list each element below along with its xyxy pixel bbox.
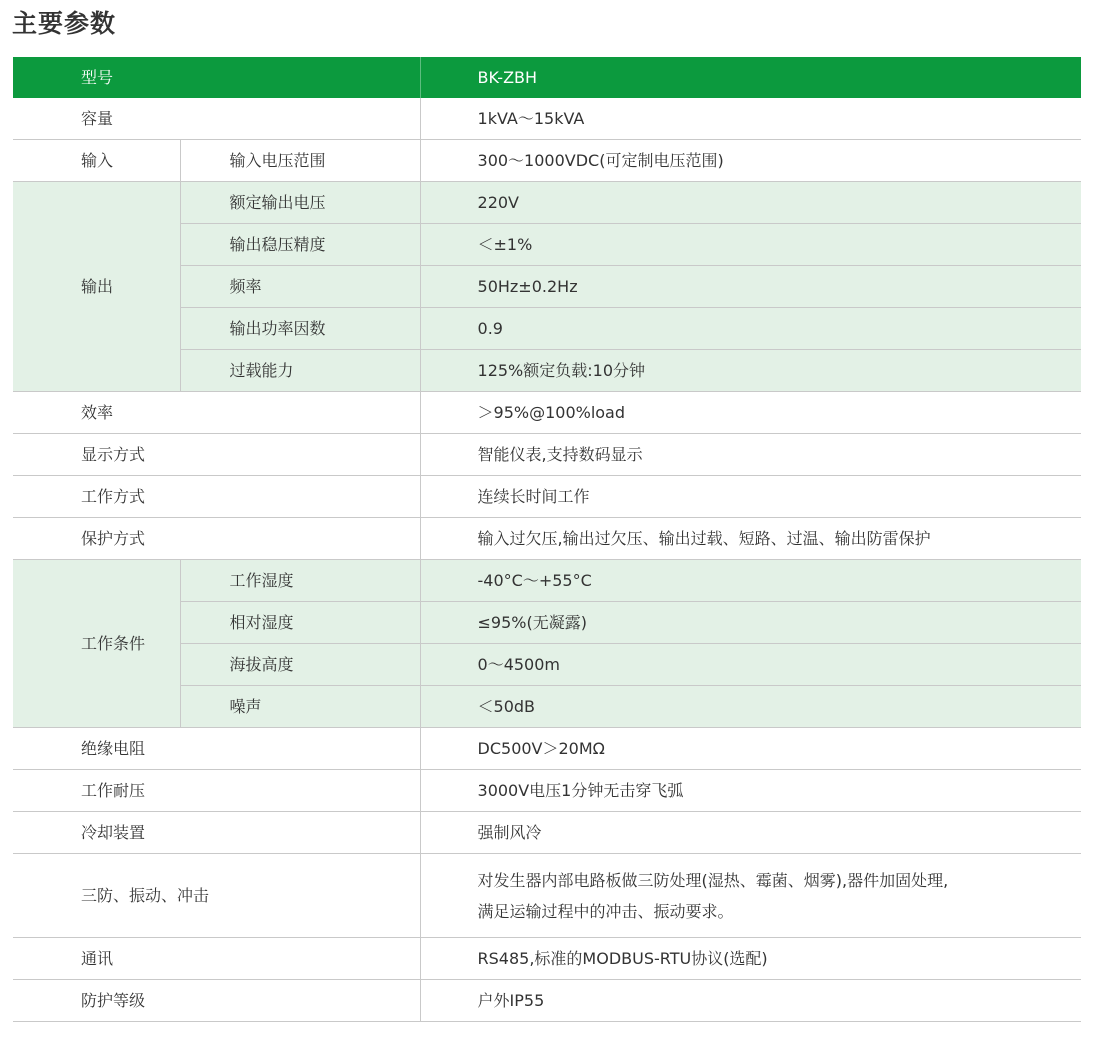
table-row xyxy=(13,560,1081,602)
row-sublabel: 工作湿度 xyxy=(180,560,420,602)
row-sublabel: 额定输出电压 xyxy=(180,182,420,224)
table-row xyxy=(13,98,1081,140)
row-value: 户外IP55 xyxy=(420,980,1081,1022)
row-label: 三防、振动、冲击 xyxy=(13,854,420,938)
row-label: 效率 xyxy=(13,392,420,434)
row-value: 强制风冷 xyxy=(420,812,1081,854)
row-sublabel: 输入电压范围 xyxy=(180,140,420,182)
page-title: 主要参数 xyxy=(12,9,117,38)
row-label: 工作耐压 xyxy=(13,770,420,812)
row-label: 容量 xyxy=(13,98,420,140)
table-row xyxy=(13,140,1081,182)
row-value: 125%额定负载:10分钟 xyxy=(420,350,1081,392)
row-value: ＜50dB xyxy=(420,686,1081,728)
row-sublabel: 过载能力 xyxy=(180,350,420,392)
table-row xyxy=(13,476,1081,518)
row-label: 冷却装置 xyxy=(13,812,420,854)
row-sublabel: 海拔高度 xyxy=(180,644,420,686)
row-value-line: 对发生器内部电路板做三防处理(湿热、霉菌、烟雾),器件加固处理, xyxy=(477,870,949,890)
row-sublabel: 噪声 xyxy=(180,686,420,728)
row-value-line: 满足运输过程中的冲击、振动要求。 xyxy=(477,901,734,921)
table-row xyxy=(13,854,1081,938)
group-label-working-conditions: 工作条件 xyxy=(13,560,180,728)
table-row xyxy=(13,728,1081,770)
row-label: 绝缘电阻 xyxy=(13,728,420,770)
row-value: 220V xyxy=(420,182,1081,224)
row-sublabel: 输出功率因数 xyxy=(180,308,420,350)
header-value: BK-ZBH xyxy=(420,57,1081,98)
table-row xyxy=(13,434,1081,476)
row-value: ＞95%@100%load xyxy=(420,392,1081,434)
group-label-output: 输出 xyxy=(13,182,180,392)
table-row xyxy=(13,182,1081,224)
row-sublabel: 输出稳压精度 xyxy=(180,224,420,266)
spec-table xyxy=(13,57,1081,1022)
table-row xyxy=(13,938,1081,980)
row-value: 0～4500m xyxy=(420,644,1081,686)
row-label: 工作方式 xyxy=(13,476,420,518)
table-row xyxy=(13,980,1081,1022)
row-value: RS485,标准的MODBUS-RTU协议(选配) xyxy=(420,938,1081,980)
row-value: ＜±1% xyxy=(420,224,1081,266)
row-value: 300～1000VDC(可定制电压范围) xyxy=(420,140,1081,182)
row-value: ≤95%(无凝露) xyxy=(420,602,1081,644)
row-label: 防护等级 xyxy=(13,980,420,1022)
group-label-input: 输入 xyxy=(13,140,180,182)
row-label: 显示方式 xyxy=(13,434,420,476)
table-row xyxy=(13,812,1081,854)
row-value: 连续长时间工作 xyxy=(420,476,1081,518)
row-sublabel: 相对湿度 xyxy=(180,602,420,644)
row-value: -40°C～+55°C xyxy=(420,560,1081,602)
header-label: 型号 xyxy=(13,57,420,98)
row-label: 保护方式 xyxy=(13,518,420,560)
row-value: 50Hz±0.2Hz xyxy=(420,266,1081,308)
row-value: 输入过欠压,输出过欠压、输出过载、短路、过温、输出防雷保护 xyxy=(420,518,1081,560)
row-label: 通讯 xyxy=(13,938,420,980)
row-sublabel: 频率 xyxy=(180,266,420,308)
row-value: 1kVA～15kVA xyxy=(420,98,1081,140)
row-value: 3000V电压1分钟无击穿飞弧 xyxy=(420,770,1081,812)
row-value: DC500V＞20MΩ xyxy=(420,728,1081,770)
table-row xyxy=(13,392,1081,434)
row-value: 0.9 xyxy=(420,308,1081,350)
row-value-multiline xyxy=(420,854,1081,938)
table-row xyxy=(13,770,1081,812)
table-row xyxy=(13,518,1081,560)
table-header-row xyxy=(13,57,1081,98)
row-value: 智能仪表,支持数码显示 xyxy=(420,434,1081,476)
